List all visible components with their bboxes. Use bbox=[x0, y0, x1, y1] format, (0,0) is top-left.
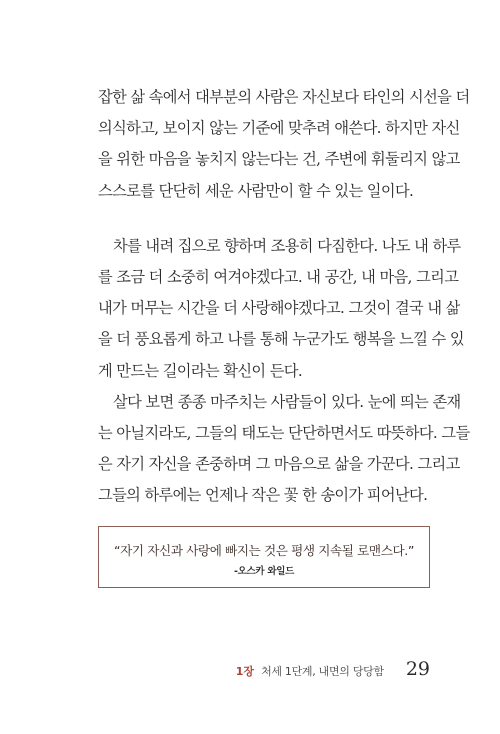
body-text bbox=[98, 82, 470, 512]
paragraph-3 bbox=[98, 387, 470, 512]
text-line: 을 위한 마음을 놓치지 않는다는 건, 주변에 휘둘리지 않고 bbox=[98, 150, 460, 169]
text-line: 내가 머무는 시간을 더 사랑해야겠다고. 그것이 결국 내 삶 bbox=[98, 299, 460, 318]
text-line: 는 아닐지라도, 그들의 태도는 단단하면서도 따뜻하다. 그들 bbox=[98, 424, 470, 443]
text-line: 잡한 삶 속에서 대부분의 사람은 자신보다 타인의 시선을 더 bbox=[98, 88, 470, 106]
text-line: 을 더 풍요롭게 하고 나를 통해 누군가도 행복을 느낄 수 있 bbox=[98, 330, 464, 349]
text-line: 은 자기 자신을 존중하며 그 마음으로 삶을 가꾼다. 그리고 bbox=[98, 455, 460, 474]
text-line: 그들의 하루에는 언제나 작은 꽃 한 송이가 피어난다. bbox=[98, 486, 428, 505]
chapter-title: 처세 1단계, 내면의 당당함 bbox=[261, 665, 384, 678]
paragraph-2 bbox=[98, 231, 464, 387]
text-line: 의식하고, 보이지 않는 기준에 맞추려 애쓴다. 하지만 자신 bbox=[98, 119, 460, 138]
page-footer bbox=[236, 658, 430, 680]
text-line: 차를 내려 집으로 향하며 조용히 다짐한다. 나도 내 하루 bbox=[113, 236, 461, 255]
chapter-number: 1장 bbox=[235, 665, 255, 678]
quote-box bbox=[98, 526, 430, 588]
text-line: 게 만드는 길이라는 확신이 든다. bbox=[98, 361, 303, 380]
text-line: 살다 보면 종종 마주치는 사람들이 있다. 눈에 띄는 존재 bbox=[113, 392, 461, 411]
text-line: 스스로를 단단히 세운 사람만이 할 수 있는 일이다. bbox=[98, 181, 414, 200]
quote-text: “자기 자신과 사랑에 빠지는 것은 평생 지속될 로맨스다.” bbox=[114, 543, 414, 558]
paragraph-1 bbox=[98, 82, 470, 207]
page-number: 29 bbox=[405, 658, 430, 680]
quote-author: -오스카 와일드 bbox=[234, 566, 294, 577]
text-line: 를 조금 더 소중히 여겨야겠다고. 내 공간, 내 마음, 그리고 bbox=[98, 268, 459, 287]
